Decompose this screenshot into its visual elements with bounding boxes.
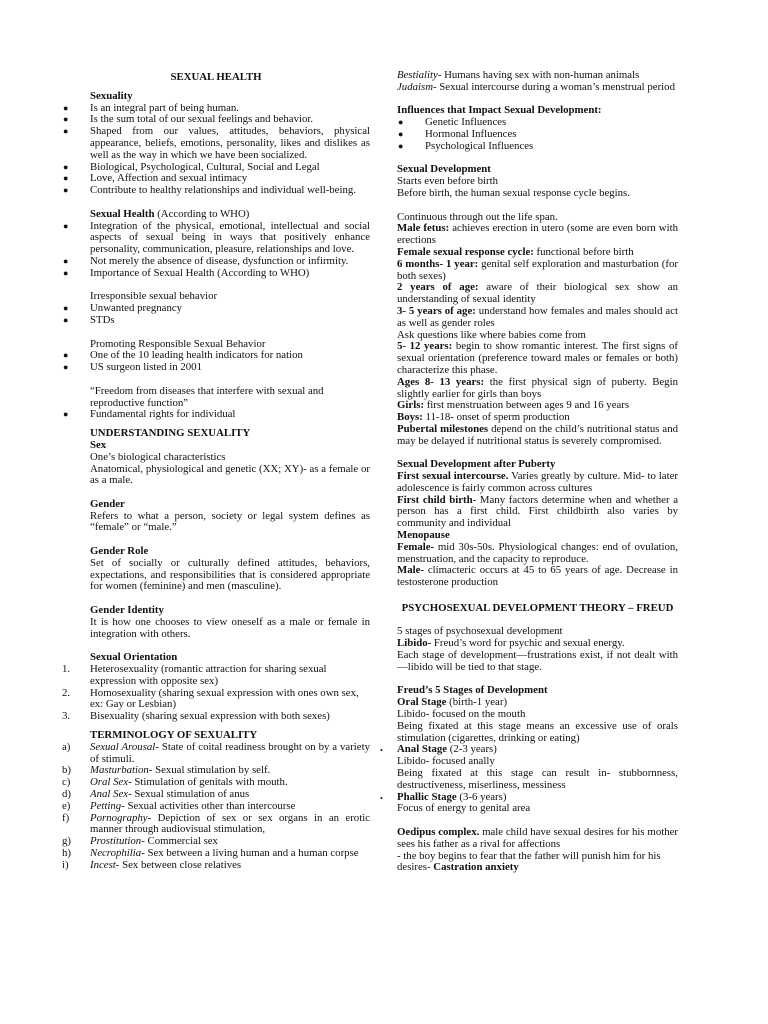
menopause-text: mid 30s-50s. Physiological changes: end of ovulation, menstruation, and the capacity to reproduce. (397, 540, 678, 565)
dev-text: depend on the child’s nutritional status and may be delayed if nutritional status is severely compromised. (397, 422, 678, 447)
promoting-heading: Promoting Responsible Sexual Behavior (90, 337, 266, 350)
dev-label: 3- 5 years of age: (397, 304, 476, 317)
dev-text: the first physical sign of puberty. Begin slightly earlier for girls than boys (397, 375, 678, 400)
development-heading: Sexual Development (397, 163, 491, 176)
sexual-health-label: Sexual Health (90, 207, 155, 220)
dev-entry (397, 259, 678, 283)
gender-role-heading: Gender Role (90, 545, 149, 558)
dev-text: begin to show romantic interest. The first signs of sexual orientation (preference toward males or females or both) characterize this phase. (397, 340, 678, 376)
list-item: ● US surgeon listed in 2001 (90, 362, 370, 374)
term-def: - Humans having sex with non-human animals (437, 69, 640, 81)
psycho-line: Each stage of development—frustrations exist, if not dealt with—libido will be tied to that stage. (397, 649, 678, 673)
sexual-health-suffix: (According to WHO) (154, 207, 250, 220)
term-continued (397, 82, 678, 94)
influences-list (397, 117, 678, 152)
stage-line: Being fixated at this stage means an excessive use of orals stimulation (cigarettes, drinking or eating) (397, 719, 678, 744)
development-line: Before birth, the human sexual response cycle begins. (397, 186, 630, 199)
dev-text: 11-18- onset of sperm production (422, 411, 570, 424)
term-name: Oral Sex (90, 776, 129, 789)
dev-entry (397, 341, 678, 376)
menopause-label: Female- (397, 540, 435, 553)
oedipus-label: Oedipus complex. (397, 826, 480, 838)
term-def: - Sexual stimulation of anus (128, 788, 250, 801)
psychosexual-title: PSYCHOSEXUAL DEVELOPMENT THEORY – FREUD (401, 601, 674, 614)
list-item: ● Is the sum total of our sexual feelings and behavior. (90, 114, 370, 126)
stage-line: Libido- focused anally (397, 755, 495, 768)
list-item: ● Integration of the physical, emotional, intellectual and social aspects of sexual being in ways that positively enhance personality, communication, pleasure, relationships and love. (90, 221, 370, 256)
menopause-heading: Menopause (397, 529, 450, 542)
dev-label: Male fetus: (397, 222, 450, 235)
list-item (62, 686, 370, 712)
term-name: Petting (90, 799, 122, 812)
term-name: Prostitution (90, 835, 142, 848)
gender-identity-text: It is how one chooses to view oneself as a male or female in integration with others. (90, 615, 370, 640)
phallic-stage-line (397, 792, 678, 804)
list-item: ● Fundamental rights for individual (90, 409, 370, 421)
dev-text: aware of their biological sex show an understanding of sexual identity (397, 281, 678, 306)
item-number: 1. (62, 663, 71, 676)
influences-heading: Influences that Impact Sexual Development: (397, 104, 602, 117)
list-item: ● Unwanted pregnancy (90, 303, 370, 315)
list-item (62, 663, 370, 688)
oedipus-line (397, 827, 678, 851)
list-item (62, 710, 370, 723)
sexual-health-list (62, 221, 370, 280)
sex-line: One’s biological characteristics (90, 450, 226, 463)
dev-label: 5- 12 years: (397, 340, 453, 353)
anal-stage-age: (2-3 years) (447, 743, 497, 756)
list-item: ● Psychological Influences (425, 141, 678, 153)
oedipus-text: - the boy begins to fear that the father will punish him for his desires- (397, 849, 661, 874)
oedipus-line (397, 851, 678, 875)
item-letter: b) (62, 764, 71, 777)
stage-line: Being fixated at this stage can result in- stubbornness, destructiveness, miserliness, messiness (397, 767, 678, 791)
dev-entry (397, 282, 678, 306)
psycho-line: 5 stages of psychosexual development (397, 625, 563, 638)
list-item: ● Not merely the absence of disease, dysfunction or infirmity. (90, 256, 370, 268)
development-line: Continuous through out the life span. (397, 210, 558, 223)
item-letter: h) (62, 847, 71, 859)
dev-text: first menstruation between ages 9 and 16 years (424, 399, 630, 412)
dev-text: understand how females and males should act as well as gender roles (397, 304, 678, 329)
understanding-heading: UNDERSTANDING SEXUALITY (90, 427, 251, 440)
right-column (397, 70, 678, 874)
item-letter: c) (62, 776, 71, 789)
term-name: Judaism (397, 80, 433, 93)
list-item (62, 811, 370, 837)
dev-label: 2 years of age: (397, 281, 479, 294)
sexuality-heading: Sexuality (90, 89, 133, 102)
left-column (62, 70, 370, 872)
list-item: ● Hormonal Influences (425, 129, 678, 141)
list-item: ● One of the 10 leading health indicators for nation (90, 350, 370, 362)
list-item: ● STDs (90, 315, 370, 327)
orientation-heading: Sexual Orientation (90, 651, 178, 664)
after-label: First child birth- (397, 493, 477, 506)
term-name: Incest (90, 858, 116, 871)
after-entry (397, 471, 678, 495)
sex-heading: Sex (90, 438, 107, 451)
term-name: Sexual Arousal (90, 740, 156, 753)
dev-label: Boys: (397, 411, 423, 424)
dev-text: genital self exploration and masturbation (for both sexes) (397, 257, 678, 282)
term-def: - Commercial sex (141, 835, 218, 848)
rights-list (62, 409, 370, 421)
item-letter: a) (62, 740, 71, 753)
quote-text: “Freedom from diseases that interfere with sexual and reproductive function” (90, 384, 324, 409)
term-def: - Sex between close relatives (115, 858, 242, 871)
menopause-label: Male- (397, 564, 424, 577)
after-puberty-heading: Sexual Development after Puberty (397, 458, 556, 471)
term-def: - Sexual activities other than intercourse (121, 799, 296, 812)
oedipus-text: male child have sexual desires for his mother sees his father as a rival for affections (397, 826, 678, 850)
term-def: - Sex between a living human and a human corpse (141, 847, 359, 859)
orientation-list (62, 664, 370, 723)
dev-label: Pubertal milestones (397, 422, 489, 435)
irresponsible-heading: Irresponsible sexual behavior (90, 290, 218, 303)
item-text: Bisexuality (sharing sexual expression with both sexes) (90, 710, 330, 723)
list-item: ● Genetic Influences (425, 117, 678, 129)
item-letter: i) (62, 858, 69, 871)
list-item: ● Is an integral part of being human. (90, 103, 370, 115)
list-item: ● Importance of Sexual Health (According to WHO) (90, 268, 370, 280)
anal-stage-line (397, 744, 678, 756)
term-def: - Stimulation of genitals with mouth. (128, 776, 288, 789)
dev-label: Ages 8- 13 years: (397, 375, 485, 388)
gender-identity-heading: Gender Identity (90, 604, 164, 617)
phallic-stage-label: Phallic Stage (397, 790, 457, 803)
list-item (62, 858, 370, 872)
term-def: - Sexual intercourse during a woman’s menstrual period (433, 80, 675, 93)
item-letter: d) (62, 788, 71, 801)
item-number: 2. (62, 686, 71, 699)
dev-label: Female sexual response cycle: (397, 245, 534, 258)
sex-line: Anatomical, physiological and genetic (XX; XY)- as a female or as a male. (90, 462, 370, 487)
term-name: Bestiality (397, 69, 438, 81)
libido-text: Freud’s word for psychic and sexual energy. (431, 637, 625, 650)
promoting-list (62, 350, 370, 374)
term-name: Necrophilia (90, 847, 142, 859)
item-number: 3. (62, 710, 71, 723)
dev-entry (397, 377, 678, 401)
item-text: Heterosexuality (romantic attraction for sharing sexual expression with opposite sex) (90, 663, 327, 687)
list-item (62, 740, 370, 766)
term-def: - Sexual stimulation by self. (148, 764, 271, 777)
after-text: Varies greatly by culture. Mid- to later adolescence is fairly common across cultures (397, 470, 678, 494)
dev-text: Ask questions like where babies come from (397, 328, 586, 341)
menopause-entry (397, 565, 678, 589)
after-text: Many factors determine when and whether a person has a first child. First childbirth also varies by community and individual (397, 493, 678, 530)
item-letter: e) (62, 799, 71, 812)
terminology-heading: TERMINOLOGY OF SEXUALITY (90, 729, 258, 742)
anal-stage-label: Anal Stage (397, 743, 448, 756)
dev-text: functional before birth (533, 245, 634, 258)
menopause-text: climacteric occurs at 45 to 65 years of age. Decrease in testosterone production (397, 564, 678, 589)
term-name: Anal Sex (90, 788, 129, 801)
sexual-health-heading (62, 209, 370, 221)
after-entry (397, 495, 678, 530)
document-title: SEXUAL HEALTH (170, 71, 262, 83)
dev-label: 6 months- 1 year: (397, 257, 479, 270)
list-item: ● Contribute to healthy relationships and individual well-being. (90, 185, 370, 197)
menopause-entry (397, 542, 678, 566)
term-def: - State of coital readiness brought on by a variety of stimuli. (90, 740, 370, 765)
list-item: ● Biological, Psychological, Cultural, Social and Legal (90, 162, 370, 174)
dev-entry (397, 306, 678, 330)
gender-text: Refers to what a person, society or legal system defines as “female” or “male.” (90, 509, 370, 534)
oral-stage-age: (birth-1 year) (446, 696, 508, 709)
stage-line: Libido- focused on the mouth (397, 708, 526, 721)
term-def: - Depiction of sex or sex organs in an erotic manner through audiovisual stimulation, (90, 811, 370, 836)
gender-role-text: Set of socially or culturally defined attitudes, behaviors, expectations, and responsibilities that is considered appropriate for women (feminine) and men (masculine). (90, 556, 370, 593)
item-text: Homosexuality (sharing sexual expression with ones own sex, ex: Gay or Lesbian) (90, 686, 359, 711)
stages-heading: Freud’s 5 Stages of Development (397, 684, 548, 697)
irresponsible-list (62, 303, 370, 327)
sexuality-list (62, 103, 370, 197)
list-item: ● Love, Affection and sexual intimacy (90, 173, 370, 185)
phallic-stage-age: (3-6 years) (456, 790, 507, 803)
development-line: Starts even before birth (397, 175, 499, 188)
dev-label: Girls: (397, 399, 424, 412)
dev-text: achieves erection in utero (some are even born with erections (397, 222, 678, 247)
term-name: Pornography (90, 811, 148, 824)
libido-label: Libido- (397, 637, 432, 650)
dev-entry (397, 424, 678, 448)
stage-line: Focus of energy to genital area (397, 802, 531, 815)
after-label: First sexual intercourse. (397, 470, 509, 483)
item-letter: g) (62, 835, 71, 848)
item-letter: f) (62, 811, 70, 824)
gender-heading: Gender (90, 497, 125, 510)
dev-entry (397, 223, 678, 247)
castration-label: Castration anxiety (430, 861, 519, 874)
term-name: Masturbation (90, 764, 149, 777)
terminology-list (62, 742, 370, 872)
list-item: ● Shaped from our values, attitudes, behaviors, physical appearance, beliefs, emotions, personality, likes and dislikes as well as the way in which we have been socialized. (90, 126, 370, 161)
oral-stage-label: Oral Stage (397, 696, 447, 709)
